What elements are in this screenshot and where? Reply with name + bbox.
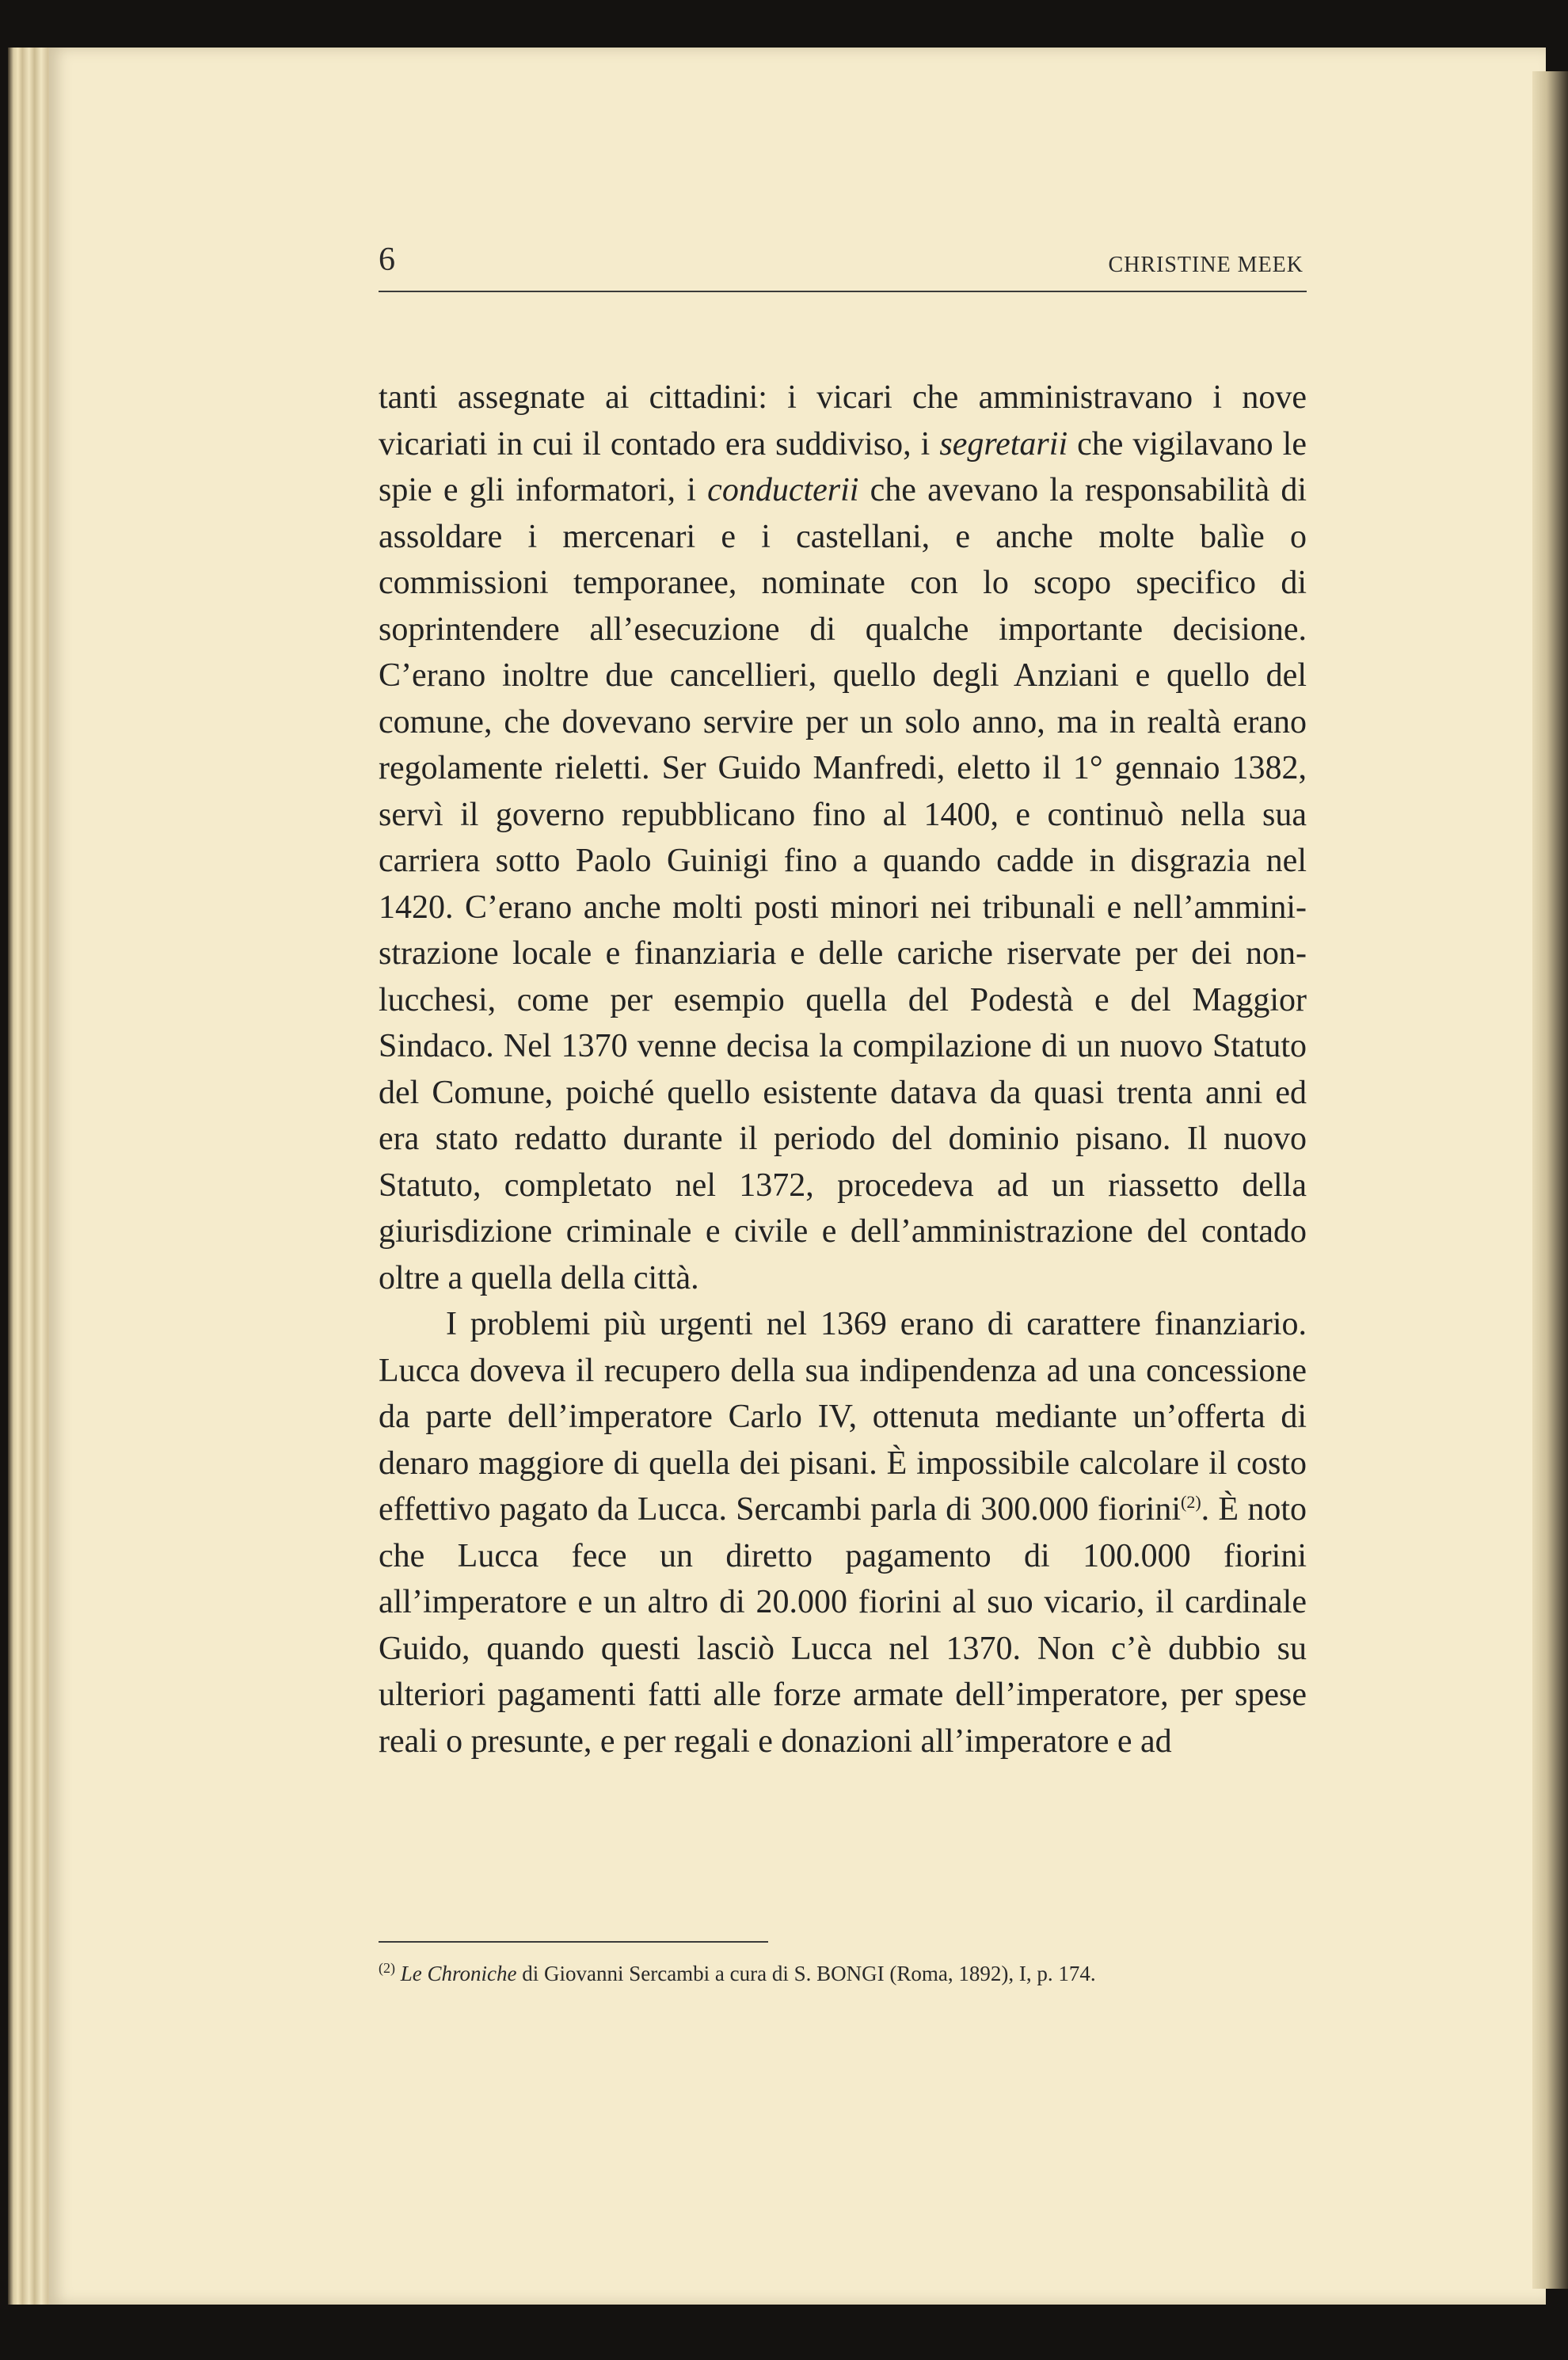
next-page-edge — [1532, 71, 1568, 2289]
footnote-marker: (2) — [379, 1960, 395, 1976]
footnote-title: Le Chroniche — [400, 1962, 517, 1985]
term-conducterii: conducterii — [707, 472, 859, 508]
page-number: 6 — [379, 242, 395, 278]
paragraph-2: I problemi più urgenti nel 1369 erano di carattere finanziario. Lucca doveva il recupero della sua indipendenza ad una concessione da parte dell’imperatore Carlo IV, ottenuta mediante un’offerta di denaro maggiore di quella dei pisani. È impossibile calcolare il costo effettivo pagato da Lucca. Sercambi parla di 300.000 fiorini$^{(2)}$. È noto che Lucca fece un diretto pagamento di 100.000 fiorini all’imperatore e un altro di 20.000 fiorini al suo vicario, il cardinale Guido, quando questi lasciò Lucca nel 1370. Non c’è dubbio su ulteriori pagamenti fatti alle forze armate dell’imperatore, per spese reali o presunte, e per regali e donazioni all’imperatore e ad — [379, 1306, 1307, 1760]
term-segretarii: segretarii — [939, 425, 1068, 462]
footnote-reference: (2) — [1181, 1492, 1201, 1512]
footnote-divider — [379, 1941, 768, 1943]
body-text — [379, 375, 1307, 1764]
footnote — [379, 1952, 1307, 1989]
footnote-text: di Giovanni Sercambi a cura di S. BONGI (Roma, 1892), I, p. 174. — [516, 1962, 1096, 1985]
running-head: CHRISTINE MEEK — [1108, 253, 1303, 277]
page-header — [379, 240, 1307, 292]
paragraph-1: tanti assegnate ai cittadini: i vicari che amministravano i nove vicariati in cui il contado era suddiviso, i segretarii che vigilavano le spie e gli informatori, i conducterii che avevano la responsabilità di assoldare i mercenari e i castellani, e anche molte balìe o commissioni temporanee, nominate con lo scopo specifico di soprintendere all’esecuzione di qualche importante decisione. C’erano inoltre due cancellieri, quello degli Anziani e quello del comune, che dovevano servire per un solo anno, ma in realtà erano regolamente rieletti. Ser Guido Manfredi, eletto il 1° gennaio 1382, servì il governo repubblicano fino al 1400, e continuò nella sua carriera sotto Paolo Guinigi fino a quando cadde in disgrazia nel 1420. C’erano anche molti posti minori nei tribunali e nell’amministrazione locale e finanziaria e delle cariche riservate per dei non-lucchesi, come per esempio quella del Podestà e del Maggior Sindaco. Nel 1370 venne decisa la compilazione di un nuovo Statuto del Comune, poiché quello esistente datava da quasi trenta anni ed era stato redatto durante il periodo del dominio pisano. Il nuovo Statuto, completato nel 1372, procedeva ad un riassetto della giurisdizione criminale e civile e dell’amministrazione del contado oltre a quella della città. — [379, 379, 1307, 1296]
